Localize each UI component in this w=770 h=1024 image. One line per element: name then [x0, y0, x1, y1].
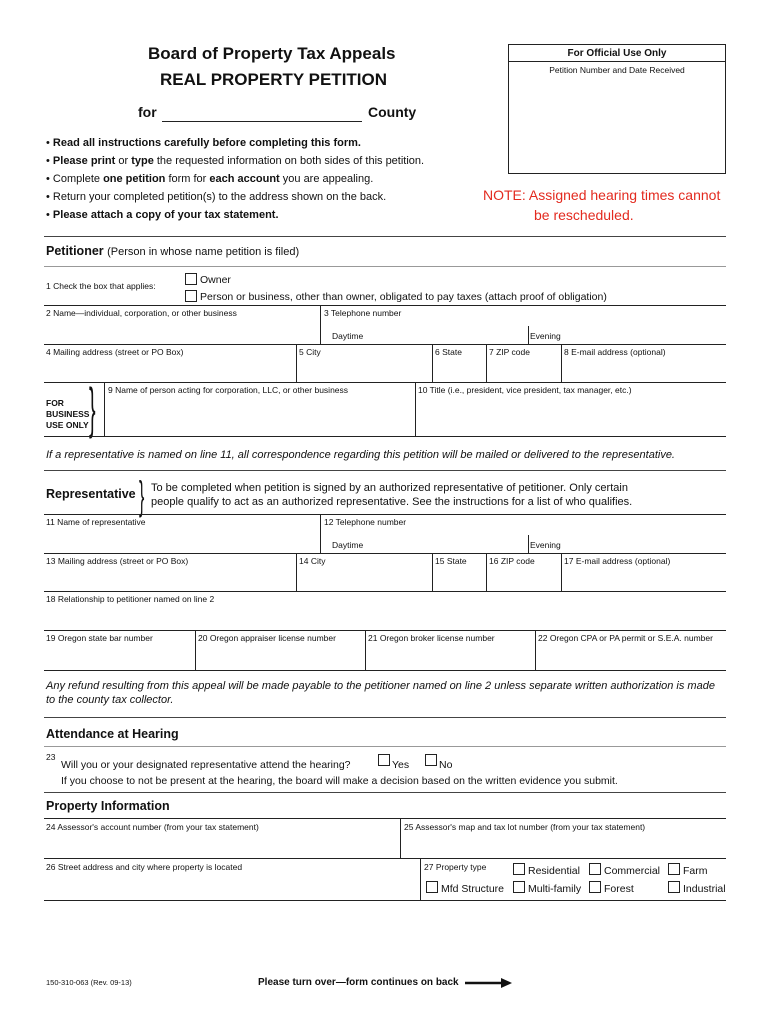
divider [365, 630, 366, 670]
divider [195, 630, 196, 670]
field-10-label: 10 Title (i.e., president, vice president, tax manager, etc.) [418, 385, 632, 395]
owner-label: Owner [200, 274, 231, 286]
county-label: County [368, 104, 417, 120]
other-obligated-checkbox[interactable] [185, 290, 197, 302]
city-input[interactable] [299, 358, 429, 380]
field-3-label: 3 Telephone number [324, 308, 402, 318]
divider [44, 382, 726, 383]
field-18-label: 18 Relationship to petitioner named on line 2 [46, 594, 215, 604]
relationship-input[interactable] [46, 606, 722, 628]
rep-city-input[interactable] [299, 567, 429, 589]
divider [44, 818, 726, 819]
divider [44, 344, 726, 345]
field-9-label: 9 Name of person acting for corporation, LLC, or other business [108, 385, 349, 395]
note-line-1: NOTE: Assigned hearing times cannot [483, 187, 721, 203]
divider [44, 305, 726, 306]
brace-icon: } [139, 474, 145, 518]
field-17-label: 17 E-mail address (optional) [564, 556, 671, 566]
divider [44, 717, 726, 718]
instruction-item: • Please attach a copy of your tax statement. [46, 209, 279, 221]
divider [44, 266, 726, 267]
other-obligated-label: Person or business, other than owner, obligated to pay taxes (attach proof of obligation) [200, 291, 607, 303]
appraiser-license-input[interactable] [198, 645, 362, 667]
instruction-item: • Complete one petition form for each account you are appealing. [46, 173, 374, 185]
note-line-2: be rescheduled. [534, 207, 634, 223]
type-farm-label: Farm [683, 865, 708, 877]
zip-input[interactable] [489, 358, 559, 380]
type-mfd-structure-checkbox[interactable] [426, 881, 438, 893]
divider [296, 344, 297, 382]
representative-description: To be completed when petition is signed by an authorized representative of petitioner. Only certain people qualify to act as an authorized representative. See the instructions for a list of who qualifies. [151, 482, 633, 508]
broker-license-input[interactable] [368, 645, 532, 667]
daytime-label: Daytime [332, 331, 364, 341]
bar-number-input[interactable] [46, 645, 192, 667]
attend-yes-label: Yes [392, 759, 410, 771]
brace-icon: } [89, 376, 96, 439]
field-23-number: 23 [46, 752, 56, 762]
cpa-permit-input[interactable] [538, 645, 724, 667]
field-12-label: 12 Telephone number [324, 517, 407, 527]
divider [44, 553, 726, 554]
representative-correspondence-note: If a representative is named on line 11, all correspondence regarding this petition will be mailed or delivered to the representative. [46, 449, 675, 461]
for-label: for [138, 104, 157, 120]
type-forest-checkbox[interactable] [589, 881, 601, 893]
owner-checkbox[interactable] [185, 273, 197, 285]
divider [561, 553, 562, 591]
form-title: Board of Property Tax Appeals [148, 44, 396, 63]
divider [44, 670, 726, 671]
attendance-question: Will you or your designated representative attend the hearing? [61, 759, 351, 771]
type-industrial-label: Industrial [683, 883, 726, 895]
field-4-label: 4 Mailing address (street or PO Box) [46, 347, 184, 357]
divider [420, 858, 421, 900]
divider [528, 326, 529, 344]
field-8-label: 8 E-mail address (optional) [564, 347, 666, 357]
field-16-label: 16 ZIP code [489, 556, 535, 566]
rep-daytime-phone-input[interactable] [380, 537, 520, 551]
daytime-label: Daytime [332, 540, 364, 550]
field-26-label: 26 Street address and city where property is located [46, 862, 243, 872]
divider [432, 553, 433, 591]
field-11-label: 11 Name of representative [46, 517, 146, 527]
rep-mailing-address-input[interactable] [46, 567, 294, 589]
field-5-label: 5 City [299, 347, 321, 357]
divider [44, 792, 726, 793]
type-residential-checkbox[interactable] [513, 863, 525, 875]
divider [44, 858, 726, 859]
map-tax-lot-input[interactable] [404, 834, 724, 856]
divider [44, 591, 726, 592]
divider [561, 344, 562, 382]
divider [44, 436, 726, 437]
email-input[interactable] [564, 358, 724, 380]
field-20-label: 20 Oregon appraiser license number [198, 633, 336, 643]
rep-evening-phone-input[interactable] [570, 537, 720, 551]
field-13-label: 13 Mailing address (street or PO Box) [46, 556, 189, 566]
business-use-label: FOR BUSINESS USE ONLY [46, 398, 90, 430]
rep-state-input[interactable] [435, 567, 483, 589]
field-2-label: 2 Name—individual, corporation, or other business [46, 308, 237, 318]
field-19-label: 19 Oregon state bar number [46, 633, 153, 643]
attendance-heading: Attendance at Hearing [46, 727, 179, 741]
divider [415, 382, 416, 436]
type-commercial-checkbox[interactable] [589, 863, 601, 875]
title-input[interactable] [418, 398, 724, 434]
mailing-address-input[interactable] [46, 358, 294, 380]
type-farm-checkbox[interactable] [668, 863, 680, 875]
refund-note: Any refund resulting from this appeal will be made payable to the petitioner named on line 2 unless separate written authorization is made to the county tax collector. [46, 680, 715, 706]
field-7-label: 7 ZIP code [489, 347, 530, 357]
divider [535, 630, 536, 670]
county-name-field[interactable] [162, 121, 362, 122]
divider [432, 344, 433, 382]
divider [400, 818, 401, 858]
divider [486, 344, 487, 382]
divider [44, 746, 726, 747]
type-residential-label: Residential [528, 865, 580, 877]
acting-person-input[interactable] [108, 398, 412, 434]
evening-label: Evening [530, 331, 561, 341]
representative-name-input[interactable] [46, 528, 318, 552]
instruction-item: • Please print or type the requested information on both sides of this petition. [46, 155, 425, 167]
state-input[interactable] [435, 358, 483, 380]
field-1-label: 1 Check the box that applies: [46, 281, 156, 291]
field-14-label: 14 City [299, 556, 326, 566]
type-multi-family-checkbox[interactable] [513, 881, 525, 893]
divider [320, 305, 321, 344]
type-mfd-structure-label: Mfd Structure [441, 883, 505, 895]
official-use-subtitle: Petition Number and Date Received [549, 65, 685, 75]
divider [104, 382, 105, 436]
field-21-label: 21 Oregon broker license number [368, 633, 495, 643]
attend-no-label: No [439, 759, 453, 771]
petitioner-heading: Petitioner (Person in whose name petition is filed) [46, 244, 300, 258]
arrow-right-icon [465, 977, 513, 989]
field-15-label: 15 State [435, 556, 467, 566]
form-id: 150-310-063 (Rev. 09-13) [46, 978, 132, 987]
attendance-info: If you choose to not be present at the hearing, the board will make a decision based on the written evidence you submit. [61, 775, 618, 787]
petitioner-name-input[interactable] [46, 318, 318, 344]
divider [44, 470, 726, 471]
attend-no-checkbox[interactable] [425, 754, 437, 766]
divider [320, 514, 321, 553]
daytime-phone-input[interactable] [380, 328, 520, 342]
street-address-input[interactable] [46, 874, 416, 898]
divider [296, 553, 297, 591]
divider [528, 535, 529, 553]
attend-yes-checkbox[interactable] [378, 754, 390, 766]
field-27-label: 27 Property type [424, 862, 487, 872]
representative-heading: Representative [46, 487, 136, 501]
divider [44, 236, 726, 237]
instruction-item: • Read all instructions carefully before completing this form. [46, 137, 361, 149]
form-subtitle: REAL PROPERTY PETITION [160, 70, 388, 89]
evening-label: Evening [530, 540, 561, 550]
divider [44, 630, 726, 631]
field-24-label: 24 Assessor's account number (from your tax statement) [46, 822, 259, 832]
field-25-label: 25 Assessor's map and tax lot number (from your tax statement) [404, 822, 646, 832]
instructions-list [46, 134, 486, 224]
type-commercial-label: Commercial [604, 865, 661, 877]
type-industrial-checkbox[interactable] [668, 881, 680, 893]
official-use-title: For Official Use Only [509, 45, 725, 62]
property-heading: Property Information [46, 799, 170, 813]
field-6-label: 6 State [435, 347, 462, 357]
evening-phone-input[interactable] [570, 328, 720, 342]
rep-zip-input[interactable] [489, 567, 559, 589]
official-use-box [508, 44, 726, 174]
rep-email-input[interactable] [564, 567, 724, 589]
field-22-label: 22 Oregon CPA or PA permit or S.E.A. number [538, 633, 713, 643]
turn-over-note: Please turn over—form continues on back [258, 977, 459, 988]
divider [44, 900, 726, 901]
account-number-input[interactable] [46, 834, 398, 856]
instruction-item: • Return your completed petition(s) to the address shown on the back. [46, 191, 387, 203]
divider [486, 553, 487, 591]
divider [44, 514, 726, 515]
type-multi-family-label: Multi-family [528, 883, 582, 895]
type-forest-label: Forest [604, 883, 634, 895]
